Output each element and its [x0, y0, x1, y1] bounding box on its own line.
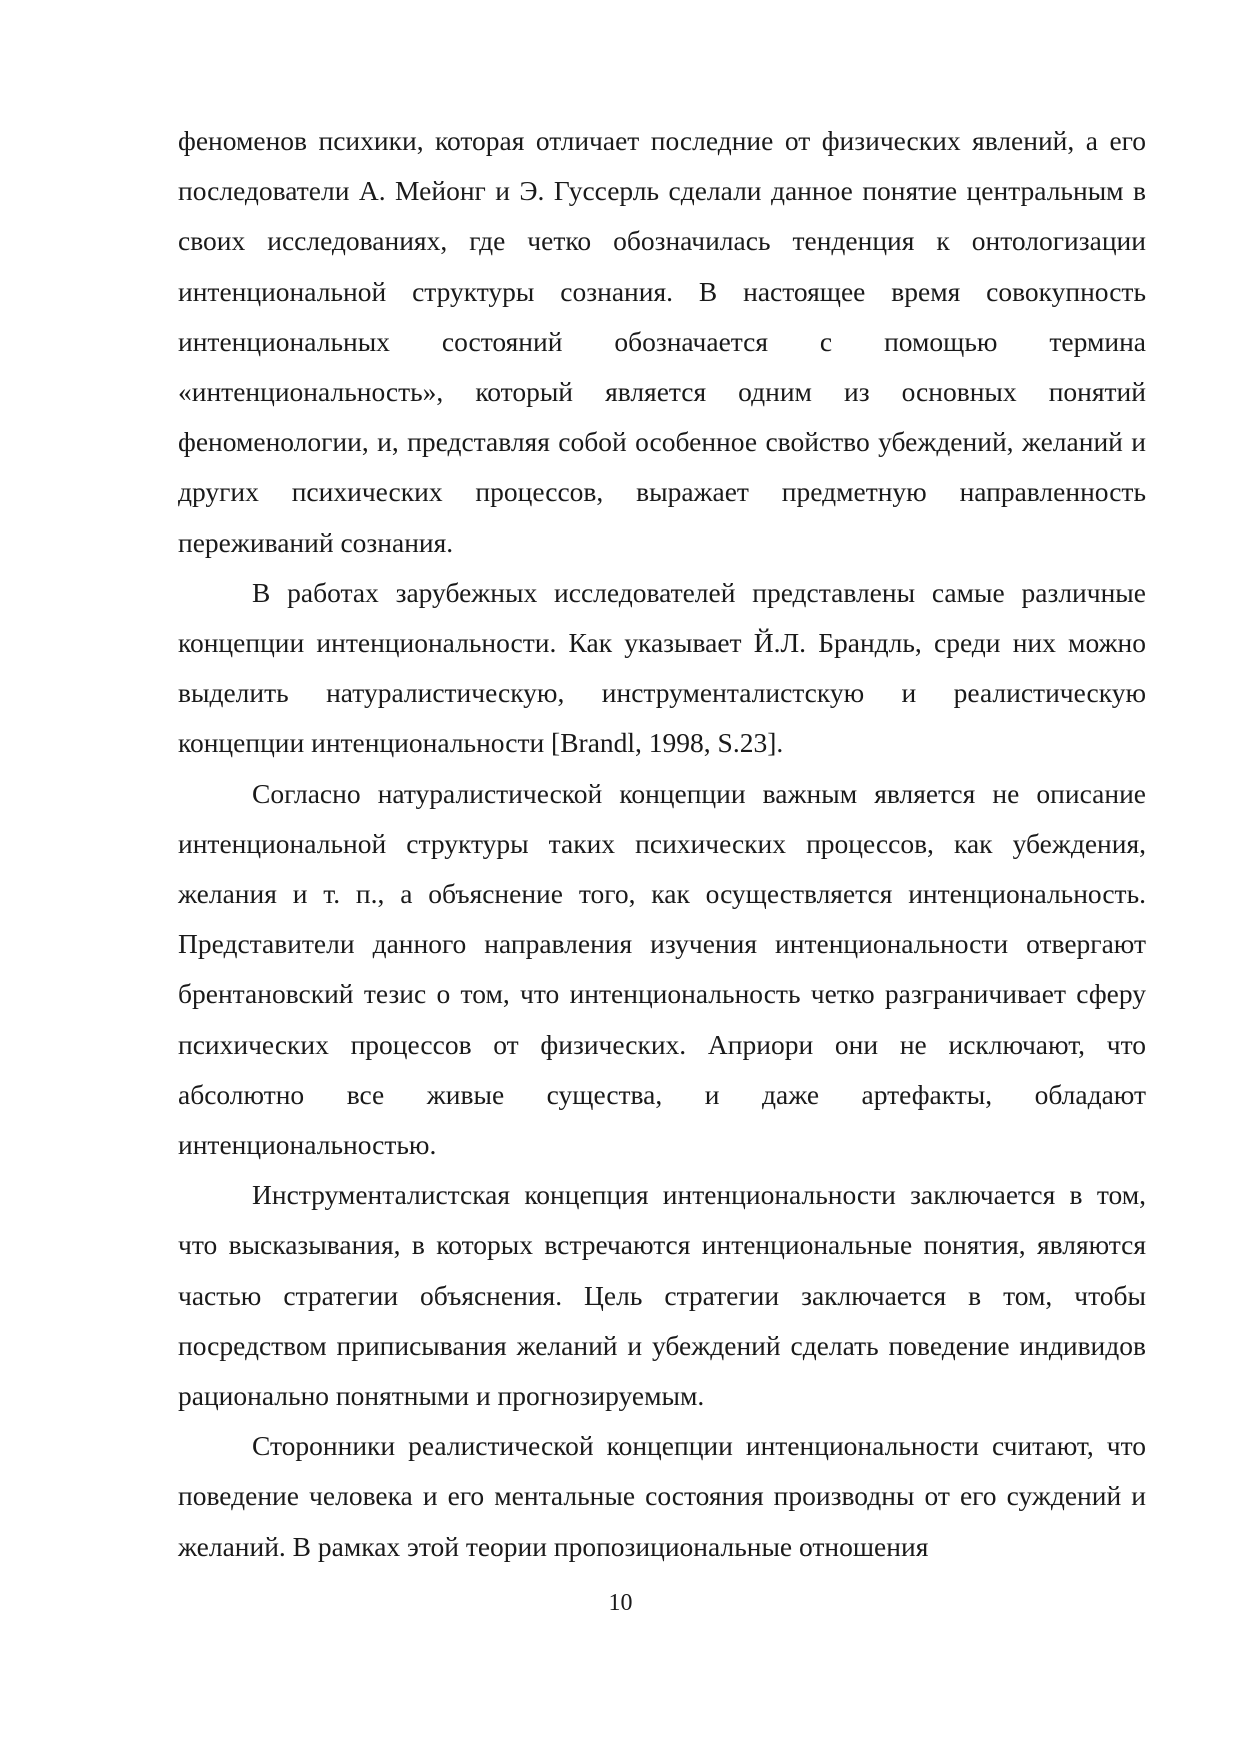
paragraph-instrumentalist-concept: Инструменталистская концепция интенциональности заключается в том, что высказывания, в которых встречаются интенциональные понятия, являются частью стратегии объяснения. Цель стратегии заключается в том, чтобы посредством приписывания желаний и убеждений сделать поведение индивидов рационально понятными и прогнозируемым. [178, 1179, 1146, 1412]
paragraph-naturalistic-concept: Согласно натуралистической концепции важным является не описание интенциональной структуры таких психических процессов, как убеждения, желания и т. п., а объяснение того, как осуществляется интенциональность. Представители данного направления изучения интенциональности отвергают брентановский тезис о том, что интенциональность четко разграничивает сферу психических процессов от физических. Априори они не исключают, что абсолютно все живые существа, и даже артефакты, обладают интенциональностью. [178, 777, 1146, 1161]
body-text [178, 116, 1146, 1572]
paragraph-continuation: феноменов психики, которая отличает последние от физических явлений, а его последователи А. Мейонг и Э. Гуссерль сделали данное понятие центральным в своих исследованиях, где четко обозначилась тенденция к онтологизации интенциональной структуры сознания. В настоящее время совокупность интенциональных состояний обозначается с помощью термина «интенциональность», который является одним из основных понятий феноменологии, и, представляя собой особенное свойство убеждений, желаний и других психических процессов, выражает предметную направленность переживаний сознания. [178, 125, 1146, 558]
paragraph-realist-concept: Сторонники реалистической концепции интенциональности считают, что поведение человека и его ментальные состояния производны от его суждений и желаний. В рамках этой теории пропозициональные отношения [178, 1430, 1146, 1562]
page-number: 10 [608, 1590, 633, 1616]
paragraph-concepts-overview: В работах зарубежных исследователей представлены самые различные концепции интенциональности. Как указывает Й.Л. Брандль, среди них можно выделить натуралистическую, инструменталистскую и реалистическую концепции интенциональности [Brandl, 1998, S.23]. [178, 576, 1146, 759]
